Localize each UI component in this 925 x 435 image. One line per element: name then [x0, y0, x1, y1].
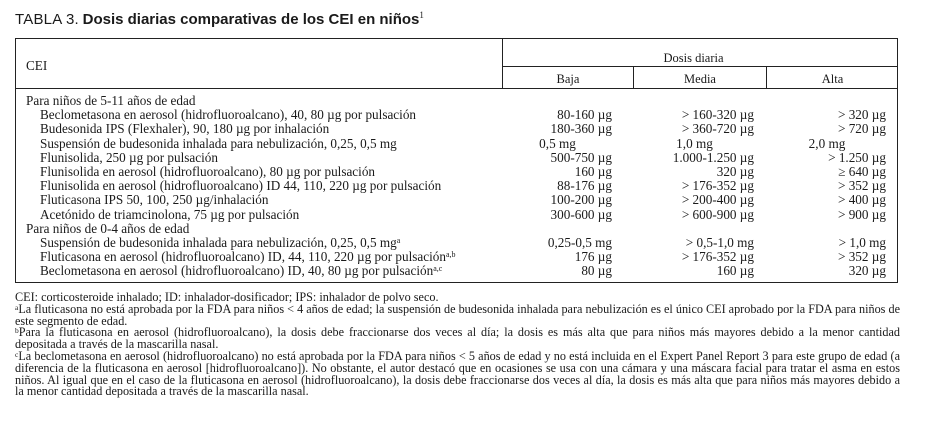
dose-baja: 300-600 µg — [550, 206, 612, 222]
header-baja: Baja — [556, 72, 580, 86]
footnote-b — [15, 327, 900, 351]
drug-name-text: Suspensión de budesonida inhalada para nebulización, 0,25, 0,5 mg — [40, 234, 397, 250]
footnote-reference: a,b — [445, 250, 456, 260]
drug-name-text: Acetónido de triamcinolona, 75 µg por pulsación — [40, 206, 300, 222]
drug-name — [40, 264, 442, 278]
dose-alta: ≥ 640 µg — [838, 163, 886, 179]
drug-name — [40, 165, 375, 179]
table-label: TABLA 3. — [15, 11, 79, 28]
header-cei: CEI — [26, 58, 48, 73]
title-reference: 1 — [419, 10, 424, 20]
table-title — [15, 10, 424, 29]
drug-name — [40, 122, 329, 136]
table-title-text: Dosis diarias comparativas de los CEI en niños — [82, 11, 420, 28]
dose-baja: 0,5 mg — [539, 135, 576, 151]
footnote-a-text: La fluticasona no está aprobada por la FDA para niños < 4 años de edad; la suspensión de budesonida inhalada para nebulización es el único CEI aprobado por la FDA para niños de este segmento de edad. — [15, 301, 900, 328]
table-row — [16, 151, 897, 165]
dose-alta: 2,0 mg — [808, 135, 846, 151]
dose-alta: > 400 µg — [837, 192, 886, 208]
header-dosis-diaria: Dosis diaria — [663, 51, 724, 65]
dose-baja: 176 µg — [574, 249, 612, 265]
dose-table — [15, 38, 898, 283]
table-group-row — [16, 94, 897, 108]
drug-name — [40, 179, 441, 193]
dose-baja: 160 µg — [574, 163, 612, 179]
table-row — [16, 264, 897, 278]
dose-baja: 80 µg — [581, 263, 612, 279]
drug-name-text: Suspensión de budesonida inhalada para nebulización, 0,25, 0,5 mg — [40, 135, 397, 151]
dose-media: > 160-320 µg — [681, 107, 754, 123]
footnote-a — [15, 301, 900, 328]
footnote-b-mark: b — [15, 326, 19, 336]
drug-name-text: Fluticasona IPS 50, 100, 250 µg/inhalación — [40, 192, 269, 208]
dose-baja: 80-160 µg — [557, 107, 612, 123]
dose-baja: 180-360 µg — [550, 121, 612, 137]
dose-media: > 0,5-1,0 mg — [685, 234, 754, 250]
footnote-abbreviations: CEI: corticosteroide inhalado; ID: inhalador-dosificador; IPS: inhalador de polvo seco. — [15, 290, 439, 304]
drug-name — [40, 236, 400, 250]
dose-media: > 360-720 µg — [681, 121, 754, 137]
drug-name — [40, 137, 397, 151]
dose-alta: > 320 µg — [837, 107, 886, 123]
drug-name — [40, 250, 456, 264]
dose-alta: > 720 µg — [837, 121, 886, 137]
group-label — [26, 94, 195, 108]
table-row — [16, 250, 897, 264]
drug-name-text: Flunisolida en aerosol (hidrofluoroalcano) ID 44, 110, 220 µg por pulsación — [40, 178, 442, 194]
footnote-c — [15, 348, 900, 399]
footnote-reference: a — [396, 235, 401, 245]
group-label — [26, 222, 189, 236]
drug-name-text: Budesonida IPS (Flexhaler), 90, 180 µg por inhalación — [40, 121, 330, 137]
dose-alta: 320 µg — [848, 263, 886, 279]
dose-alta: > 1.250 µg — [828, 149, 886, 165]
footnotes — [15, 292, 900, 398]
dose-media: 160 µg — [716, 263, 754, 279]
dose-alta: > 352 µg — [837, 249, 886, 265]
footnote-c-text: La beclometasona en aerosol (hidrofluoroalcano) no está aprobada por la FDA para niños < 5 años de edad y no está incluida en el Expert Panel Report 3 para este grupo de edad (a diferencia de la fluticasona en aerosol [hidrofluoroalcano]). No obstante, el autor destacó que en ocasiones se usa con una cámara y una máscara facial para tratar el asma en estos niños. Al igual que en el caso de la fluticasona en aerosol (hidrofluoroalcano), la dosis debe fraccionarse dos veces al día, la dosis es más alta que para niños más mayores debido a la menor cantidad depositada a través de la mascarilla nasal. — [15, 348, 900, 399]
drug-name-text: Flunisolida en aerosol (hidrofluoroalcano), 80 µg por pulsación — [40, 163, 376, 179]
table-row — [16, 236, 897, 250]
footnote-a-mark: a — [15, 302, 19, 312]
drug-name — [40, 208, 299, 222]
drug-name — [40, 193, 268, 207]
dose-alta: > 900 µg — [837, 206, 886, 222]
dose-baja: 500-750 µg — [550, 149, 612, 165]
table-row — [16, 179, 897, 193]
dose-baja: 88-176 µg — [557, 178, 612, 194]
table-row — [16, 122, 897, 136]
header-bottom-rule — [16, 88, 898, 89]
dose-media: > 600-900 µg — [681, 206, 754, 222]
header-subdivider — [502, 66, 898, 67]
dose-media: 1.000-1.250 µg — [672, 149, 754, 165]
drug-name-text: Flunisolida, 250 µg por pulsación — [40, 149, 218, 165]
dose-baja: 0,25-0,5 mg — [547, 234, 612, 250]
table-row — [16, 193, 897, 207]
dose-alta: > 352 µg — [837, 178, 886, 194]
drug-name-text: Fluticasona en aerosol (hidrofluoroalcano) ID, 44, 110, 220 µg por pulsación — [40, 249, 446, 265]
drug-name-text: Para niños de 5-11 años de edad — [26, 93, 196, 108]
header-alta: Alta — [821, 72, 844, 86]
table-row — [16, 108, 897, 122]
table-row — [16, 165, 897, 179]
drug-name — [40, 151, 218, 165]
dose-media: 1,0 mg — [676, 135, 713, 151]
dose-media: > 176-352 µg — [681, 249, 754, 265]
drug-name-text: Para niños de 0-4 años de edad — [26, 220, 190, 236]
dose-baja: 100-200 µg — [550, 192, 612, 208]
dose-media: > 176-352 µg — [681, 178, 754, 194]
drug-name-text: Beclometasona en aerosol (hidrofluoroalcano) ID, 40, 80 µg por pulsación — [40, 263, 434, 279]
dose-media: > 200-400 µg — [681, 192, 754, 208]
drug-name — [40, 108, 416, 122]
table-body — [16, 94, 897, 278]
dose-alta: > 1,0 mg — [838, 234, 886, 250]
footnote-reference: a,c — [433, 264, 443, 274]
table-group-row — [16, 222, 897, 236]
header-media: Media — [684, 72, 716, 86]
table-row — [16, 208, 897, 222]
dose-media: 320 µg — [716, 163, 754, 179]
table-row — [16, 137, 897, 151]
footnote-b-text: Para la fluticasona en aerosol (hidrofluoroalcano), la dosis debe fraccionarse dos veces al día; la dosis es más alta que para niños más mayores debido a la menor cantidad depositada a través de la mascarilla nasal. — [15, 325, 900, 352]
footnote-c-mark: c — [15, 349, 19, 359]
drug-name-text: Beclometasona en aerosol (hidrofluoroalcano), 40, 80 µg por pulsación — [40, 107, 417, 123]
